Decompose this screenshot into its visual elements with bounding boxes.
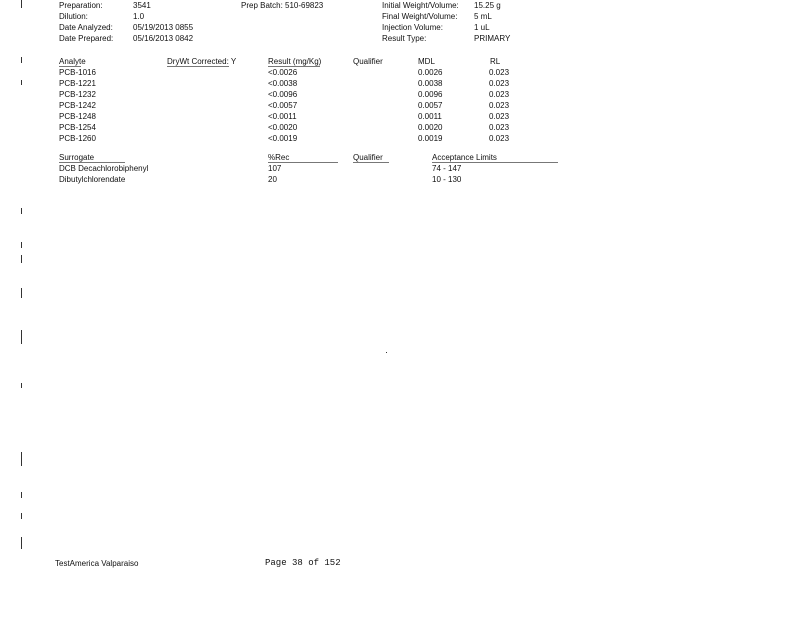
margin-mark: [21, 208, 22, 214]
table-row-mdl: 0.0011: [418, 112, 442, 121]
acceptance-limits-header: Acceptance Limits: [432, 153, 497, 162]
table-row-result: <0.0019: [268, 134, 298, 143]
surrogate-qualifier-header: Qualifier: [353, 153, 383, 162]
margin-mark: [21, 288, 22, 298]
table-row-rl: 0.023: [489, 90, 510, 99]
final-weight-value: 5 mL: [474, 12, 492, 21]
table-row-mdl: 0.0019: [418, 134, 443, 143]
margin-mark: [21, 330, 22, 344]
table-row-result: <0.0026: [268, 68, 298, 77]
table-row-limits: 10 - 130: [432, 175, 462, 184]
date-prepared-label: Date Prepared:: [59, 34, 114, 43]
table-row-rl: 0.023: [489, 134, 510, 143]
table-row-analyte: PCB-1248: [59, 112, 96, 121]
header-underline: [167, 66, 229, 67]
result-type-value: PRIMARY: [474, 34, 511, 43]
table-row-result: <0.0011: [268, 112, 297, 121]
margin-mark: [21, 492, 22, 498]
qualifier-header: Qualifier: [353, 57, 383, 66]
analyte-header: Analyte: [59, 57, 86, 66]
header-underline: [432, 162, 558, 163]
table-row-limits: 74 - 147: [432, 164, 462, 173]
table-row-mdl: 0.0057: [418, 101, 443, 110]
table-row-analyte: PCB-1232: [59, 90, 96, 99]
table-row-rec: 20: [268, 175, 277, 184]
margin-mark: [21, 383, 22, 388]
rl-header: RL: [490, 57, 501, 66]
table-row-rl: 0.023: [489, 68, 510, 77]
table-row-analyte: PCB-1260: [59, 134, 96, 143]
final-weight-label: Final Weight/Volume:: [382, 12, 458, 21]
table-row-rl: 0.023: [489, 79, 510, 88]
dilution-value: 1.0: [133, 12, 145, 21]
table-row-result: <0.0096: [268, 90, 298, 99]
table-row-mdl: 0.0038: [418, 79, 443, 88]
mdl-header: MDL: [418, 57, 435, 66]
table-row-rl: 0.023: [489, 101, 510, 110]
header-underline: [268, 66, 320, 67]
table-row-surrogate: DCB Decachlorobiphenyl: [59, 164, 149, 173]
table-row-mdl: 0.0096: [418, 90, 443, 99]
table-row-analyte: PCB-1016: [59, 68, 96, 77]
table-row-result: <0.0020: [268, 123, 298, 132]
table-row-surrogate: Dibutylchlorendate: [59, 175, 126, 184]
table-row-mdl: 0.0020: [418, 123, 443, 132]
table-row-rec: 107: [268, 164, 282, 173]
dilution-label: Dilution:: [59, 12, 88, 21]
injection-volume-label: Injection Volume:: [382, 23, 443, 32]
prep-batch-value: 510-69823: [285, 1, 324, 10]
table-row-mdl: 0.0026: [418, 68, 443, 77]
table-row-analyte: PCB-1221: [59, 79, 96, 88]
injection-volume-value: 1 uL: [474, 23, 490, 32]
header-underline: [59, 66, 81, 67]
preparation-value: 3541: [133, 1, 151, 10]
margin-mark: [21, 255, 22, 263]
header-underline: [353, 162, 389, 163]
date-analyzed-label: Date Analyzed:: [59, 23, 113, 32]
table-row-rl: 0.023: [489, 123, 510, 132]
table-row-result: <0.0057: [268, 101, 298, 110]
margin-mark: [21, 537, 22, 549]
result-header: Result (mg/Kg): [268, 57, 322, 66]
drywt-header: DryWt Corrected: Y: [167, 57, 237, 66]
date-prepared-value: 05/16/2013 0842: [133, 34, 194, 43]
initial-weight-value: 15.25 g: [474, 1, 501, 10]
page-number: Page 38 of 152: [265, 558, 341, 568]
date-analyzed-value: 05/19/2013 0855: [133, 23, 194, 32]
table-row-analyte: PCB-1254: [59, 123, 96, 132]
header-underline: [268, 162, 338, 163]
preparation-label: Preparation:: [59, 1, 103, 10]
initial-weight-label: Initial Weight/Volume:: [382, 1, 459, 10]
margin-mark: [21, 513, 22, 519]
scan-speck: [386, 352, 387, 353]
margin-mark: [21, 452, 22, 466]
table-row-result: <0.0038: [268, 79, 298, 88]
table-row-rl: 0.023: [489, 112, 510, 121]
margin-mark: [21, 0, 22, 8]
lab-name: TestAmerica Valparaiso: [55, 559, 139, 568]
prep-batch-label: Prep Batch:: [241, 1, 283, 10]
table-row-analyte: PCB-1242: [59, 101, 96, 110]
margin-mark: [21, 57, 22, 63]
surrogate-header: Surrogate: [59, 153, 95, 162]
margin-mark: [21, 242, 22, 248]
header-underline: [59, 162, 125, 163]
rec-header: %Rec: [268, 153, 290, 162]
margin-mark: [21, 80, 22, 85]
result-type-label: Result Type:: [382, 34, 427, 43]
